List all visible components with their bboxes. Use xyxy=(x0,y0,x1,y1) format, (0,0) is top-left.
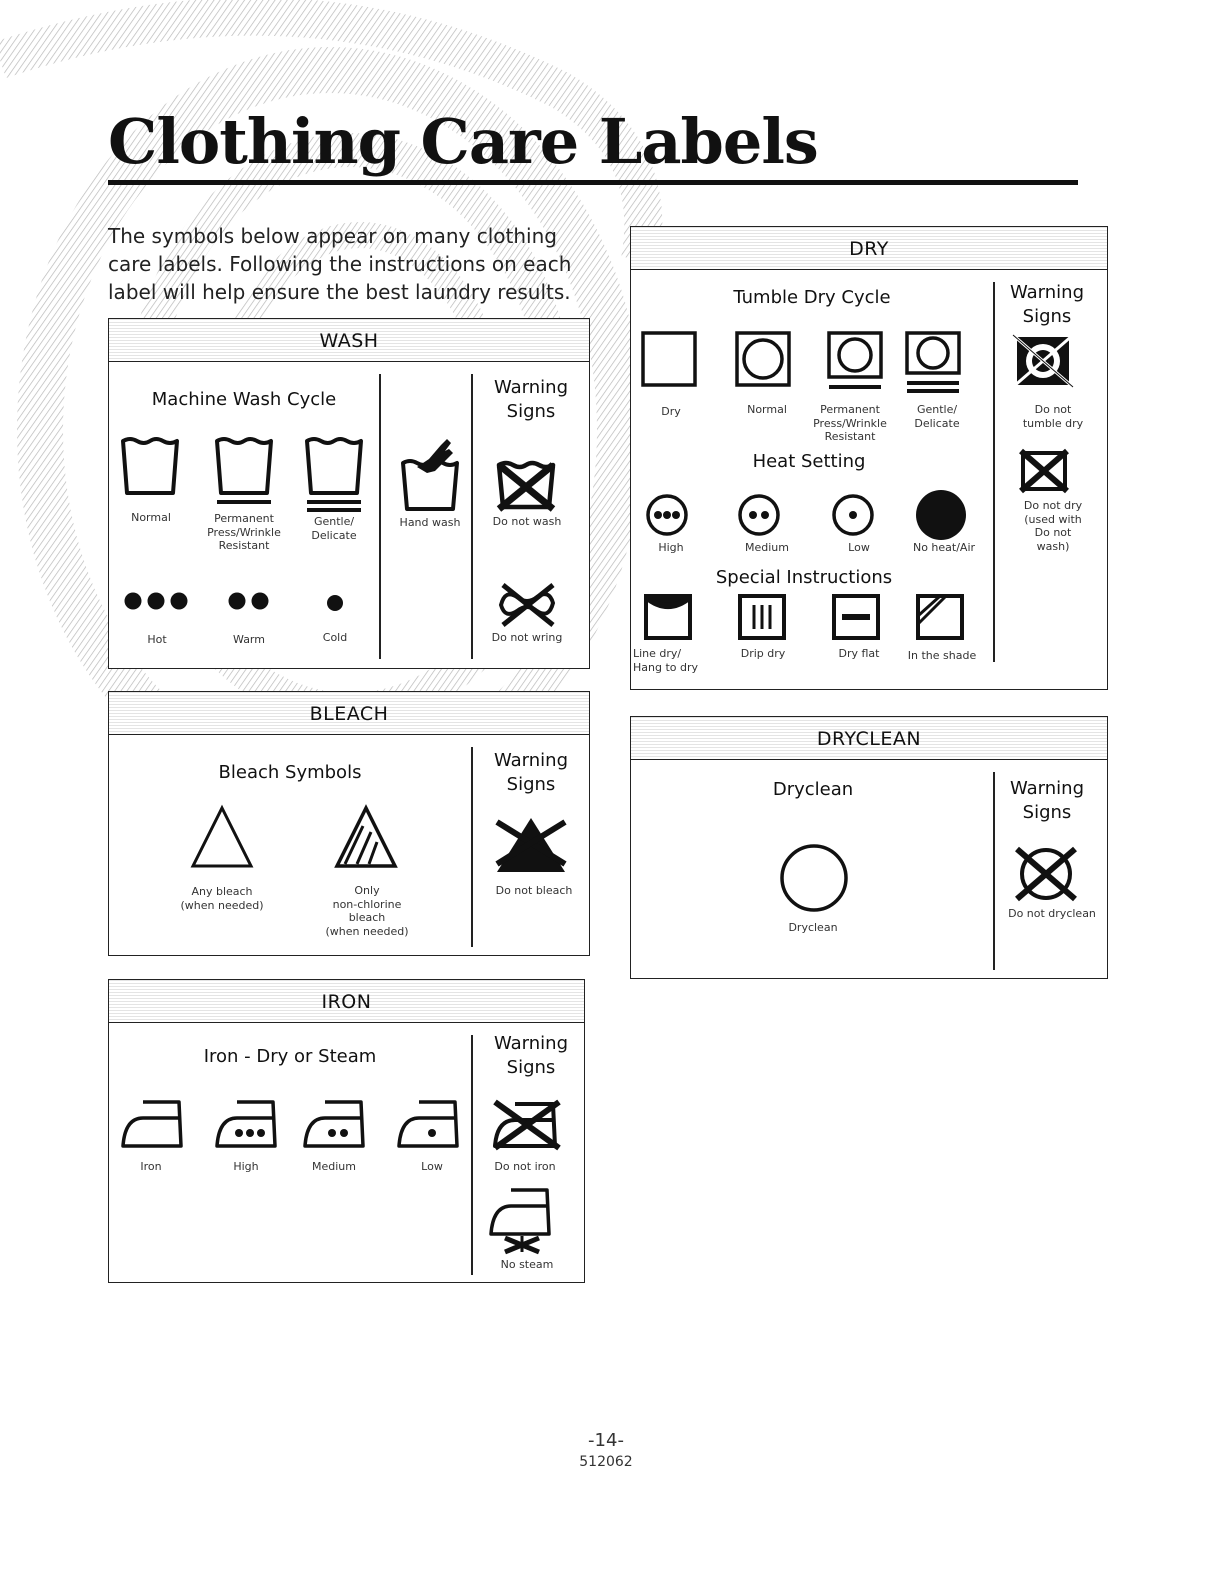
wash-divider-1 xyxy=(379,374,381,659)
do-not-dry-icon xyxy=(1019,449,1069,493)
do-not-bleach-caption: Do not bleach xyxy=(495,884,573,897)
no-steam-caption: No steam xyxy=(500,1258,554,1271)
iron-icon xyxy=(121,1098,185,1150)
iron-heading: Iron - Dry or Steam xyxy=(203,1046,377,1067)
do-not-dryclean-icon xyxy=(1011,843,1081,905)
page-number: -14- xyxy=(588,1430,624,1451)
iron-divider xyxy=(471,1035,473,1275)
iron-caption: Iron xyxy=(140,1160,162,1173)
do-not-dryclean-caption: Do not dryclean xyxy=(1008,907,1096,920)
line-dry-icon xyxy=(643,593,693,641)
dry-low-heat-caption: Low xyxy=(848,541,870,554)
dry-divider xyxy=(993,282,995,662)
dry-caption: Dry xyxy=(661,405,681,418)
iron-high-caption: High xyxy=(233,1160,259,1173)
dry-medium-heat-caption: Medium xyxy=(745,541,789,554)
do-not-tumble-dry-caption: Do not tumble dry xyxy=(1022,403,1084,430)
iron-warning-heading: Warning Signs xyxy=(493,1033,568,1078)
wash-normal-icon xyxy=(119,437,181,497)
non-chlorine-bleach-caption: Only non-chlorine bleach (when needed) xyxy=(325,884,409,938)
do-not-dry-caption: Do not dry (used with Do not wash) xyxy=(1023,499,1083,553)
wash-panel xyxy=(108,318,590,669)
iron-low-icon xyxy=(397,1098,461,1150)
dryclean-icon xyxy=(779,843,849,913)
wash-permanent-press-caption: Permanent Press/Wrinkle Resistant xyxy=(207,512,281,552)
wash-hot-caption: Hot xyxy=(147,633,167,646)
dry-flat-icon xyxy=(831,593,881,641)
tumble-gentle-icon xyxy=(905,331,961,397)
in-the-shade-caption: In the shade xyxy=(907,649,977,662)
dry-no-heat-icon xyxy=(915,489,967,541)
heat-setting-heading: Heat Setting xyxy=(752,451,866,472)
dry-medium-heat-icon xyxy=(737,493,781,537)
wash-cold-caption: Cold xyxy=(322,631,348,644)
dry-square-icon xyxy=(641,331,697,387)
do-not-wash-caption: Do not wash xyxy=(492,515,562,528)
do-not-wash-icon xyxy=(493,457,559,513)
special-instructions-heading: Special Instructions xyxy=(715,567,893,588)
dry-panel xyxy=(630,226,1108,690)
machine-wash-heading: Machine Wash Cycle xyxy=(151,389,337,410)
wash-cold-icon xyxy=(325,593,345,613)
iron-panel xyxy=(108,979,585,1283)
tumble-permanent-press-caption: Permanent Press/Wrinkle Resistant xyxy=(813,403,887,443)
do-not-wring-icon xyxy=(497,581,559,629)
document-code: 512062 xyxy=(579,1454,633,1470)
wash-header: WASH xyxy=(109,319,589,362)
dryclean-heading: Dryclean xyxy=(772,779,854,800)
wash-warm-caption: Warm xyxy=(233,633,265,646)
wash-normal-caption: Normal xyxy=(131,511,171,524)
dry-header: DRY xyxy=(631,227,1107,270)
dryclean-header: DRYCLEAN xyxy=(631,717,1107,760)
bleach-panel xyxy=(108,691,590,956)
bleach-header: BLEACH xyxy=(109,692,589,735)
tumble-dry-heading: Tumble Dry Cycle xyxy=(733,287,891,308)
any-bleach-caption: Any bleach (when needed) xyxy=(180,885,264,912)
wash-gentle-icon xyxy=(303,437,365,517)
dry-high-heat-icon xyxy=(645,493,689,537)
iron-medium-caption: Medium xyxy=(312,1160,356,1173)
wash-gentle-caption: Gentle/ Delicate xyxy=(311,515,357,542)
wash-warning-heading: Warning Signs xyxy=(493,377,568,422)
tumble-normal-icon xyxy=(735,331,791,387)
in-the-shade-icon xyxy=(915,593,965,641)
title-rule xyxy=(108,180,1078,185)
dry-flat-caption: Dry flat xyxy=(838,647,880,660)
page-title: Clothing Care Labels xyxy=(108,105,818,178)
non-chlorine-bleach-icon xyxy=(333,804,399,870)
line-dry-caption: Line dry/ Hang to dry xyxy=(633,647,699,674)
do-not-wring-caption: Do not wring xyxy=(491,631,563,644)
drip-dry-icon xyxy=(737,593,787,641)
iron-low-caption: Low xyxy=(421,1160,443,1173)
bleach-warning-heading: Warning Signs xyxy=(493,750,568,795)
iron-header: IRON xyxy=(109,980,584,1023)
hand-wash-caption: Hand wash xyxy=(399,516,461,529)
dry-high-heat-caption: High xyxy=(658,541,684,554)
wash-warm-icon xyxy=(227,591,271,611)
dryclean-divider xyxy=(993,772,995,970)
dryclean-warning-heading: Warning Signs xyxy=(1009,778,1084,823)
intro-text: The symbols below appear on many clothing care labels. Following the instructions on each label will help ensure the best laundry results. xyxy=(108,224,572,304)
tumble-normal-caption: Normal xyxy=(747,403,787,416)
dry-warning-heading: Warning Signs xyxy=(1009,282,1084,327)
hand-wash-icon xyxy=(399,437,461,513)
wash-permanent-press-icon xyxy=(213,437,275,509)
dry-low-heat-icon xyxy=(831,493,875,537)
tumble-gentle-caption: Gentle/ Delicate xyxy=(914,403,960,430)
drip-dry-caption: Drip dry xyxy=(740,647,786,660)
bleach-symbols-heading: Bleach Symbols xyxy=(218,762,362,783)
no-steam-icon xyxy=(489,1186,553,1254)
wash-hot-icon xyxy=(123,591,189,611)
tumble-permanent-press-icon xyxy=(827,331,883,393)
do-not-iron-icon xyxy=(489,1096,563,1152)
bleach-divider xyxy=(471,747,473,947)
dry-no-heat-caption: No heat/Air xyxy=(912,541,976,554)
dryclean-panel xyxy=(630,716,1108,979)
iron-high-icon xyxy=(215,1098,279,1150)
do-not-tumble-dry-icon xyxy=(1011,333,1075,389)
do-not-iron-caption: Do not iron xyxy=(494,1160,556,1173)
any-bleach-icon xyxy=(189,804,255,870)
dryclean-caption: Dryclean xyxy=(788,921,838,934)
iron-medium-icon xyxy=(303,1098,367,1150)
do-not-bleach-icon xyxy=(493,816,569,874)
